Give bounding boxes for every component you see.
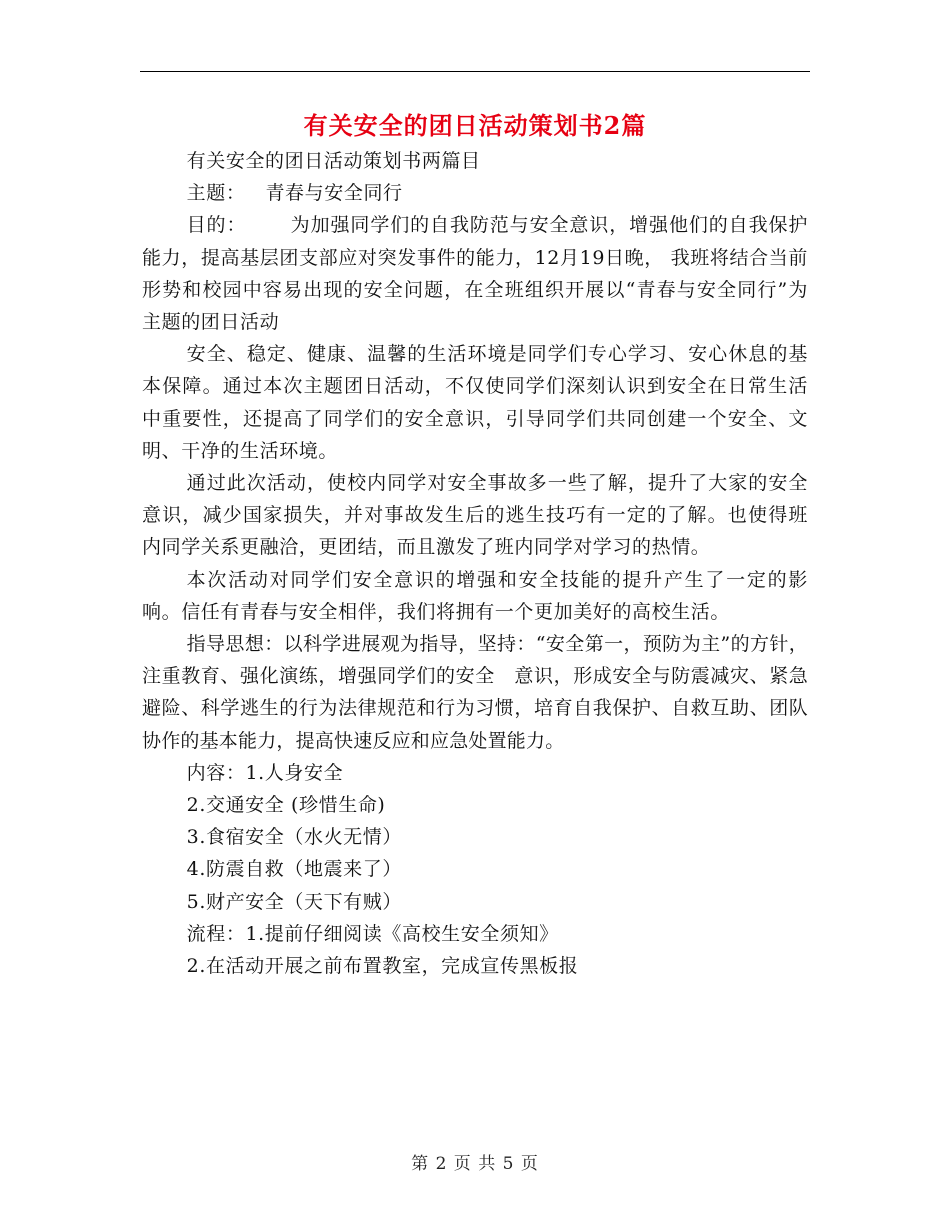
content-list-item: 内容：1.人身安全	[186, 761, 344, 784]
guiding-ideology-paragraph: 指导思想：以科学进展观为指导，坚持：“安全第一，预防为主”的方针，注重教育、强化演练，增强同学们的安全 意识，形成安全与防震减灾、紧急避险、科学逃生的行为法律规范和行为习惯，培育自我保护、自救互助、团队协作的基本能力，提高快速反应和应急处置能力。	[142, 633, 808, 752]
process-list-item: 流程：1.提前仔细阅读《高校生安全须知》	[186, 922, 559, 945]
theme-label: 主题：	[186, 182, 246, 205]
page-indicator: 第 2 页 共 5 页	[411, 1154, 539, 1174]
subtitle: 有关安全的团日活动策划书两篇目	[186, 150, 481, 172]
content-list-item: 4.防震自救（地震来了）	[186, 858, 402, 881]
purpose-text: 为加强同学们的自我防范与安全意识，增强他们的自我保护能力，提高基层团支部应对突发事件的能力，12月19日晚， 我班将结合当前形势和校园中容易出现的安全问题，在全班组织开展以“青春与安全同行”为主题的团日活动	[142, 214, 808, 334]
theme-line	[142, 177, 808, 209]
theme-value: 青春与安全同行	[265, 182, 403, 205]
header-rule	[140, 71, 810, 72]
purpose-label: 目的：	[186, 214, 247, 237]
body-paragraph: 安全、稳定、健康、温馨的生活环境是同学们专心学习、安心休息的基本保障。通过本次主题团日活动，不仅使同学们深刻认识到安全在日常生活中重要性，还提高了同学们的安全意识，引导同学们共同创建一个安全、文明、干净的生活环境。	[142, 343, 808, 462]
purpose-paragraph	[142, 209, 808, 338]
document-body	[142, 145, 808, 982]
document-title: 有关安全的团日活动策划书2篇	[303, 111, 647, 140]
process-list-item: 2.在活动开展之前布置教室，完成宣传黑板报	[186, 955, 579, 978]
content-list-item: 3.食宿安全（水火无情）	[186, 826, 402, 849]
content-list-item: 5.财产安全（天下有贼）	[186, 890, 402, 913]
body-paragraph: 通过此次活动，使校内同学对安全事故多一些了解，提升了大家的安全意识，减少国家损失，并对事故发生后的逃生技巧有一定的了解。也使得班内同学关系更融洽，更团结，而且激发了班内同学对学习的热情。	[142, 472, 808, 559]
content-list-item: 2.交通安全 (珍惜生命)	[186, 794, 386, 817]
body-paragraph: 本次活动对同学们安全意识的增强和安全技能的提升产生了一定的影响。信任有青春与安全相伴，我们将拥有一个更加美好的高校生活。	[142, 568, 808, 623]
